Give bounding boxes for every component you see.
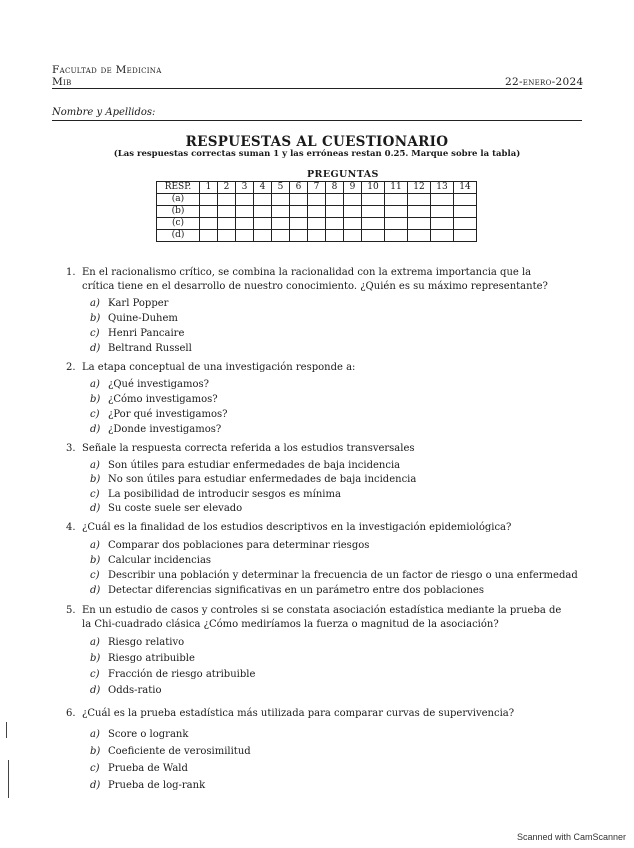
answer-cell[interactable] (408, 206, 431, 218)
answer-cell[interactable] (385, 230, 408, 242)
option[interactable] (90, 343, 192, 354)
answer-cell[interactable] (200, 194, 218, 206)
question-6 (66, 707, 566, 721)
option-letter: b) (90, 394, 101, 405)
answer-cell[interactable] (290, 230, 308, 242)
option-text: Riesgo relativo (108, 637, 185, 648)
option[interactable] (90, 780, 205, 791)
option[interactable] (90, 746, 251, 757)
answer-cell[interactable] (454, 230, 477, 242)
answer-cell[interactable] (362, 230, 385, 242)
option-letter: a) (90, 379, 100, 390)
option-text: Score o logrank (108, 729, 189, 740)
name-rule (52, 120, 582, 121)
row-label: (c) (157, 218, 200, 230)
option[interactable] (90, 409, 228, 420)
question-number: 1. (66, 267, 76, 278)
option-text: Fracción de riesgo atribuible (108, 669, 256, 680)
col-header: 3 (236, 182, 254, 194)
option[interactable] (90, 763, 188, 774)
option-text: No son útiles para estudiar enfermedades de baja incidencia (108, 474, 417, 485)
option-letter: d) (90, 343, 101, 354)
question-3 (66, 442, 566, 456)
option-letter: c) (90, 489, 100, 500)
option-letter: b) (90, 746, 101, 757)
question-4 (66, 521, 566, 535)
option-text: ¿Qué investigamos? (108, 379, 210, 390)
answer-cell[interactable] (218, 218, 236, 230)
option-letter: a) (90, 637, 100, 648)
option[interactable] (90, 685, 162, 696)
col-header: 2 (218, 182, 236, 194)
answer-cell[interactable] (408, 230, 431, 242)
col-header: 5 (272, 182, 290, 194)
answer-cell[interactable] (218, 206, 236, 218)
answer-cell[interactable] (344, 230, 362, 242)
option-text: Son útiles para estudiar enfermedades de baja incidencia (108, 460, 401, 471)
answer-cell[interactable] (236, 206, 254, 218)
question-text: En el racionalismo crítico, se combina la racionalidad con la extrema importancia que la crítica tiene en el desarrollo de nuestro conocimiento. ¿Quién es su máximo representante? (82, 267, 548, 292)
option-text: Su coste suele ser elevado (108, 503, 243, 514)
option-letter: a) (90, 729, 100, 740)
option-text: Prueba de Wald (108, 763, 188, 774)
answer-cell[interactable] (236, 230, 254, 242)
option-text: La posibilidad de introducir sesgos es mínima (108, 489, 341, 500)
option[interactable] (90, 570, 578, 581)
answer-cell[interactable] (362, 218, 385, 230)
option-text: Coeficiente de verosimilitud (108, 746, 251, 757)
table-row (157, 194, 477, 206)
question-number: 4. (66, 522, 76, 533)
answer-cell[interactable] (326, 194, 344, 206)
name-label: Nombre y Apellidos: (52, 107, 156, 118)
option-letter: b) (90, 474, 101, 485)
option-letter: c) (90, 570, 100, 581)
answer-cell[interactable] (272, 206, 290, 218)
answer-cell[interactable] (431, 218, 454, 230)
option[interactable] (90, 474, 416, 485)
answer-cell[interactable] (344, 218, 362, 230)
option[interactable] (90, 555, 211, 566)
answer-cell[interactable] (385, 194, 408, 206)
answer-cell[interactable] (236, 218, 254, 230)
question-text: ¿Cuál es la prueba estadística más utilizada para comparar curvas de supervivencia? (82, 708, 515, 719)
page-title: RESPUESTAS AL CUESTIONARIO (185, 134, 449, 150)
answer-cell[interactable] (200, 218, 218, 230)
question-1 (66, 266, 566, 294)
option-text: Quine-Duhem (108, 313, 178, 324)
table-header-row (157, 182, 477, 194)
answer-cell[interactable] (308, 230, 326, 242)
answer-cell[interactable] (431, 230, 454, 242)
option-text: ¿Por qué investigamos? (108, 409, 228, 420)
col-header: 9 (344, 182, 362, 194)
answer-cell[interactable] (431, 194, 454, 206)
option-letter: d) (90, 503, 101, 514)
question-number: 2. (66, 362, 76, 373)
option[interactable] (90, 637, 184, 648)
answer-cell[interactable] (326, 206, 344, 218)
answer-cell[interactable] (218, 194, 236, 206)
date-label: 22-enero-2024 (505, 76, 584, 88)
course-label: Mib (52, 76, 72, 88)
answer-cell[interactable] (344, 194, 362, 206)
row-label: (d) (157, 230, 200, 242)
answer-cell[interactable] (272, 218, 290, 230)
option-letter: b) (90, 555, 101, 566)
answer-table (156, 181, 477, 242)
question-text: La etapa conceptual de una investigación responde a: (82, 362, 356, 373)
option-letter: a) (90, 298, 100, 309)
option[interactable] (90, 460, 400, 471)
col-header: 14 (454, 182, 477, 194)
option-letter: a) (90, 460, 100, 471)
question-text: En un estudio de casos y controles si se constata asociación estadística mediante la prueba de la Chi-cuadrado clásica ¿Cómo mediríamos la fuerza o magnitud de la asociación? (82, 605, 562, 630)
option-letter: c) (90, 763, 100, 774)
col-header: 12 (408, 182, 431, 194)
table-group-label: PREGUNTAS (307, 169, 379, 180)
option-text: Riesgo atribuible (108, 653, 195, 664)
answer-cell[interactable] (272, 194, 290, 206)
col-header: 7 (308, 182, 326, 194)
option[interactable] (90, 585, 484, 596)
answer-cell[interactable] (385, 206, 408, 218)
scanner-watermark: Scanned with CamScanner (516, 832, 626, 842)
option-text: Henri Pancaire (108, 328, 185, 339)
answer-cell[interactable] (385, 218, 408, 230)
option[interactable] (90, 729, 188, 740)
answer-cell[interactable] (454, 206, 477, 218)
option-letter: d) (90, 685, 101, 696)
option-letter: c) (90, 409, 100, 420)
option[interactable] (90, 313, 178, 324)
answer-cell[interactable] (454, 218, 477, 230)
answer-cell[interactable] (326, 230, 344, 242)
answer-cell[interactable] (272, 230, 290, 242)
option[interactable] (90, 503, 242, 514)
option-text: Describir una población y determinar la frecuencia de un factor de riesgo o una enfermedad (108, 570, 578, 581)
option[interactable] (90, 424, 221, 435)
option-letter: c) (90, 669, 100, 680)
col-header: 6 (290, 182, 308, 194)
table-row (157, 206, 477, 218)
col-header: 1 (200, 182, 218, 194)
table-row (157, 230, 477, 242)
answer-cell[interactable] (408, 194, 431, 206)
answer-cell[interactable] (200, 206, 218, 218)
question-number: 6. (66, 708, 76, 719)
answer-cell[interactable] (254, 206, 272, 218)
header-rule (52, 88, 582, 89)
answer-cell[interactable] (308, 206, 326, 218)
answer-cell[interactable] (408, 218, 431, 230)
option-letter: d) (90, 780, 101, 791)
question-text: ¿Cuál es la finalidad de los estudios descriptivos en la investigación epidemiológica? (82, 522, 512, 533)
option[interactable] (90, 669, 255, 680)
answer-cell[interactable] (290, 194, 308, 206)
option-text: ¿Donde investigamos? (108, 424, 222, 435)
option-text: Comparar dos poblaciones para determinar riesgos (108, 540, 370, 551)
option[interactable] (90, 394, 218, 405)
scan-mark (8, 760, 9, 798)
answer-cell[interactable] (290, 218, 308, 230)
option[interactable] (90, 298, 168, 309)
faculty-label: Facultad de Medicina (52, 64, 162, 76)
page-subtitle: (Las respuestas correctas suman 1 y las erróneas restan 0.25. Marque sobre la tabla) (113, 149, 521, 159)
option[interactable] (90, 653, 195, 664)
answer-cell[interactable] (254, 230, 272, 242)
option-text: Karl Popper (108, 298, 169, 309)
option-letter: c) (90, 328, 100, 339)
question-number: 5. (66, 605, 76, 616)
answer-cell[interactable] (254, 218, 272, 230)
option-letter: d) (90, 424, 101, 435)
answer-cell[interactable] (362, 206, 385, 218)
row-label: (b) (157, 206, 200, 218)
option-letter: b) (90, 313, 101, 324)
answer-cell[interactable] (236, 194, 254, 206)
answer-cell[interactable] (344, 206, 362, 218)
option-letter: b) (90, 653, 101, 664)
col-header: 4 (254, 182, 272, 194)
option-letter: d) (90, 585, 101, 596)
col-header: 13 (431, 182, 454, 194)
option-letter: a) (90, 540, 100, 551)
answer-cell[interactable] (254, 194, 272, 206)
option-text: Prueba de log-rank (108, 780, 206, 791)
option-text: Detectar diferencias significativas en un parámetro entre dos poblaciones (108, 585, 484, 596)
scan-mark (6, 722, 7, 738)
option-text: Beltrand Russell (108, 343, 192, 354)
option-text: ¿Cómo investigamos? (108, 394, 218, 405)
answer-cell[interactable] (308, 194, 326, 206)
answer-cell[interactable] (362, 194, 385, 206)
option[interactable] (90, 379, 209, 390)
question-number: 3. (66, 443, 76, 454)
answer-cell[interactable] (218, 230, 236, 242)
answer-cell[interactable] (200, 230, 218, 242)
option-text: Odds-ratio (108, 685, 162, 696)
table-row (157, 218, 477, 230)
option[interactable] (90, 489, 341, 500)
answer-cell[interactable] (454, 194, 477, 206)
answer-cell[interactable] (431, 206, 454, 218)
question-2 (66, 361, 566, 375)
answer-cell[interactable] (308, 218, 326, 230)
table-corner-label: RESP. (157, 182, 200, 194)
question-5 (66, 604, 566, 632)
answer-cell[interactable] (326, 218, 344, 230)
question-text: Señale la respuesta correcta referida a los estudios transversales (82, 443, 415, 454)
option-text: Calcular incidencias (108, 555, 212, 566)
option[interactable] (90, 328, 184, 339)
col-header: 8 (326, 182, 344, 194)
option[interactable] (90, 540, 369, 551)
col-header: 11 (385, 182, 408, 194)
answer-cell[interactable] (290, 206, 308, 218)
col-header: 10 (362, 182, 385, 194)
row-label: (a) (157, 194, 200, 206)
